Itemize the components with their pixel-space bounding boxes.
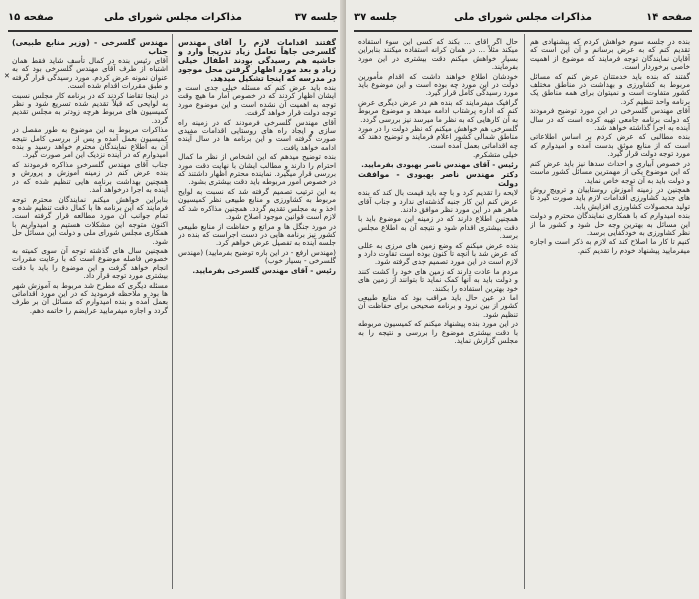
left-page-column-1	[178, 38, 336, 583]
left-page-title: مذاکرات مجلس شورای ملی	[104, 12, 242, 23]
paragraph: بنده عرض میکنم که وضع زمین های مرزی به عللی که عرض شد با آنچه تا کنون بوده است تفاوت دارد و لازم است در این مورد تصمیم جدی گرفته شود.	[358, 240, 518, 267]
right-page-title: مذاکرات مجلس شورای ملی	[454, 12, 592, 23]
paragraph: همچنین در زمینه آموزش روستاییان و ترویج روش های جدید کشاورزی اقدامات لازم باید صورت گیرد تا تولید محصولات کشاورزی افزایش یابد.	[530, 184, 690, 211]
paragraph: حال اگر آقای ... بکند که کسی این سوء استفاده میکند مثلاً ... در همان کرانه استفاده میکنند بنابراین بسیار خواهش میکنم دقت بیشتری در این مورد بفرمایند.	[358, 38, 518, 72]
column-divider	[524, 34, 525, 589]
right-page-column-1	[530, 38, 690, 583]
column-divider	[172, 34, 173, 589]
paragraph: همچنین اطلاع دارند که در زمینه این موضوع باید با دقت بیشتری اقدام شود و نتیجه آن به اطلاع مجلس برسد.	[358, 214, 518, 241]
left-page	[0, 0, 346, 599]
paragraph: کنیم تا کار ما اصلاح کند که لازم به ذکر است و اجازه میفرمایید پیشنهاد خودم را تقدیم کنم.	[530, 237, 690, 255]
paragraph: مردم ما عادت دارند که زمین های خود را کشت کنند و دولت باید به آنها کمک نماید تا بتوانند از زمین های خود بهترین استفاده را بکنند.	[358, 266, 518, 293]
right-page-number: صفحه ۱۴	[646, 12, 692, 23]
paragraph: آقای مهندس گلسرخی در این مورد توضیح فرمودند که دولت برنامه جامعی تهیه کرده است که در سال آینده به اجرا گذاشته خواهد شد.	[530, 106, 690, 133]
paragraph: گفتند که بنده باید خدمتتان عرض کنم که مسائل مربوط به کشاورزی و بهداشت در مناطق مختلف کشور متفاوت است و نمیتوان برای همه مناطق یک برنامه واحد تنظیم کرد.	[530, 71, 690, 106]
left-header-rule	[8, 30, 338, 32]
paragraph: بنابراین خواهش میکنم نمایندگان محترم توجه فرمایند که این برنامه ها با کمال دقت تنظیم شده و تمام جوانب آن مورد مطالعه قرار گرفته است. اکنون متوجه این مشکلات هستیم و امیدواریم با همکاری مجلس شورای ملی و دولت این مسائل حل شود.	[12, 194, 168, 246]
left-page-header	[8, 12, 338, 30]
paragraph: به این ترتیب تصمیم گرفته شد که نسبت به لوایح مربوط به کشاورزی و منابع طبیعی نظر کمیسیون اخذ و به مجلس تقدیم گردد. همچنین مذاکره شد که لازم است قوانین موجود اصلاح شود.	[178, 186, 336, 222]
paragraph: (مهندس ارفع - در این باره توضیح بفرمایید) (مهندس گلسرخی - بسیار خوب)	[178, 247, 336, 266]
paragraph: در این مورد بنده پیشنهاد میکنم که کمیسیون مربوطه با دقت بیشتری موضوع را بررسی و نتیجه را به مجلس گزارش نماید.	[358, 319, 518, 345]
paragraph: اما در عین حال باید مراقب بود که منابع طبیعی کشور از بین نرود و برنامه صحیحی برای حفاظت آن تنظیم شود.	[358, 292, 518, 319]
paragraph: بنده امیدوارم که با همکاری نمایندگان محترم و دولت این مسائل به بهترین وجه حل شود و کشور ما از نظر کشاورزی به خودکفایی برسد.	[530, 211, 690, 237]
right-header-rule	[354, 30, 692, 32]
left-page-column-2	[12, 38, 168, 583]
paragraph: بنده باید عرض کنم که مسئله خیلی جدی است و ایشان اظهار کردند که در خصوص آمار ما هیچ وقت توجه به اهمیت آن نشده است و این موضوع مورد توجه دولت قرار خواهد گرفت.	[178, 83, 336, 118]
paragraph: مذاکرات مربوط به این موضوع به طور مفصل در کمیسیون بعمل آمده و پس از بررسی کامل نتیجه آن به اطلاع نمایندگان محترم خواهد رسید و بنده امیدوارم که در آینده نزدیک این امر صورت گیرد.	[12, 125, 168, 160]
paragraph: گرافیک میفرمایند که بنده هم در عرض دیگری عرض کنم که اداره پرشتاب ادامه میدهد و موضوع مربوط به آن کارهایی که به نظر ما میرسد نیز بررسی گردد.	[358, 97, 518, 124]
paragraph: مسئله دیگری که مطرح شد مربوط به آموزش شهر ها بود و ملاحظه فرمودید که در این مورد اقداماتی بعمل آمده و بنده امیدوارم که مسائل آن بر طرف گردد و اجازه میفرمایید عرایضم را خاتمه دهم.	[12, 280, 168, 315]
margin-annotation: ✕	[4, 72, 10, 80]
right-page	[346, 0, 699, 599]
speaker-line: رئیس - آقای مهندس گلسرخی بفرمایید.	[192, 265, 336, 275]
speaker-heading: مهندس گلسرخی - (وزیر منابع طبیعی) جناب	[12, 38, 168, 56]
paragraph: لایحه را تقدیم کرد و با چه باید قیمت بال کند که بنده عرض کنم این کار جنبه گذشته‌ای ندارد و جناب آقای ماهر هم در این مورد نظر موافق دادند.	[358, 188, 518, 214]
paragraph: همچنین سال های گذشته توجه آن سوی کمیته به خصوص فاصله موضوع است که با رعایت مقررات انجام خواهد گرفت و این موضوع را باید با دقت بیشتری مورد توجه قرار داد.	[12, 245, 168, 281]
paragraph: گلسرخی هم خواهش میکنم که نظر دولت را در مورد مناطق شمالی کشور اعلام فرمایند و توضیح دهند که چه اقداماتی بعمل آمده است.	[358, 124, 518, 150]
left-page-number: صفحه ۱۵	[8, 12, 54, 23]
paragraph: بنده در جلسه سوم خواهش کردم که پیشنهادی هم تقدیم کنم که به عرض برسانم و آن این است که آقایان نمایندگان توجه فرمایند که موضوع از اهمیت خاصی برخوردار است.	[530, 38, 690, 72]
paragraph: بنده توضیح میدهم که این اشخاص از نظر ما کمال احترام را دارند و مطالب ایشان با نهایت دقت مورد بررسی قرار میگیرد. نماینده محترم اظهار داشتند که در خصوص امور مربوطه باید دقت بیشتری بشود.	[178, 152, 336, 187]
paragraph: آقای رئیس بنده در کمال تأسف شاید فقط همان اشتباه از طرف آقای مهندس گلسرخی بود که به عنوان نمونه عرض کردم. مورد رسیدگی قرار گرفته و طبق مقررات اقدام شده است.	[12, 56, 168, 91]
speaker-line: رئیس - آقای مهندس ناصر بهبودی بفرمایید.	[361, 159, 518, 169]
paragraph: جناب آقای مهندس گلسرخی مذاکره فرمودند که بنده عرض کنم در زمینه آموزش و پرورش و همچنین بهداشت برنامه هایی تنظیم شده که در آینده به اجرا درخواهد آمد.	[12, 159, 168, 195]
right-page-header	[354, 12, 692, 30]
right-page-column-2	[358, 38, 518, 583]
speaker-heading: دکتر مهندس ناصر بهبودی - موافقت دولت	[358, 170, 518, 189]
paragraph: خیلی متشکرم.	[472, 150, 518, 160]
paragraph: بنده مطالبی که عرض کردم بر اساس اطلاعاتی است که از منابع موثق بدست آمده و امیدوارم که مورد توجه دولت قرار گیرد.	[530, 132, 690, 159]
paragraph: در خصوص آبیاری و احداث سدها نیز باید عرض کنم که این موضوع یکی از مهمترین مسائل کشور ماست و دولت باید به آن توجه خاص نماید.	[530, 158, 690, 185]
right-page-session: جلسه ۳۷	[354, 12, 398, 23]
paragraph: خودشان اطلاع خواهند داشت که اقدام مأمورین دولت در این مورد چه بوده است و این موضوع باید مورد رسیدگی کامل قرار گیرد.	[358, 71, 518, 98]
left-page-session: جلسه ۳۷	[294, 12, 338, 23]
speaker-heading: گفتند اقدامات لازم را آقای مهندس گلسرخی جاهاً تعامل زیاد تدریجاً وارد و حاشیه هم رسیدگی بودند اطفال خیلی زیاد و بعد مورد اظهار گرفتن محل موجود در مدرسه که اینجا تشکیل میدهد.	[178, 38, 336, 83]
paragraph: آقای مهندس گلسرخی فرمودند که در زمینه راه سازی و ایجاد راه های روستایی اقدامات مفیدی صورت گرفته است و این برنامه ها در سال آینده ادامه خواهد یافت.	[178, 117, 336, 152]
paragraph: در مورد جنگل ها و مراتع و حفاظت از منابع طبیعی کشور نیز برنامه هایی در دست اجراست که بنده در جلسه آینده به تفصیل عرض خواهم کرد.	[178, 221, 336, 248]
paragraph: در اینجا تقاضا کردند که در برنامه کار مجلس نسبت به لوایحی که قبلاً تقدیم شده تسریع شود و نظر کمیسیون های مربوط هرچه زودتر به مجلس تقدیم گردد.	[12, 90, 168, 125]
